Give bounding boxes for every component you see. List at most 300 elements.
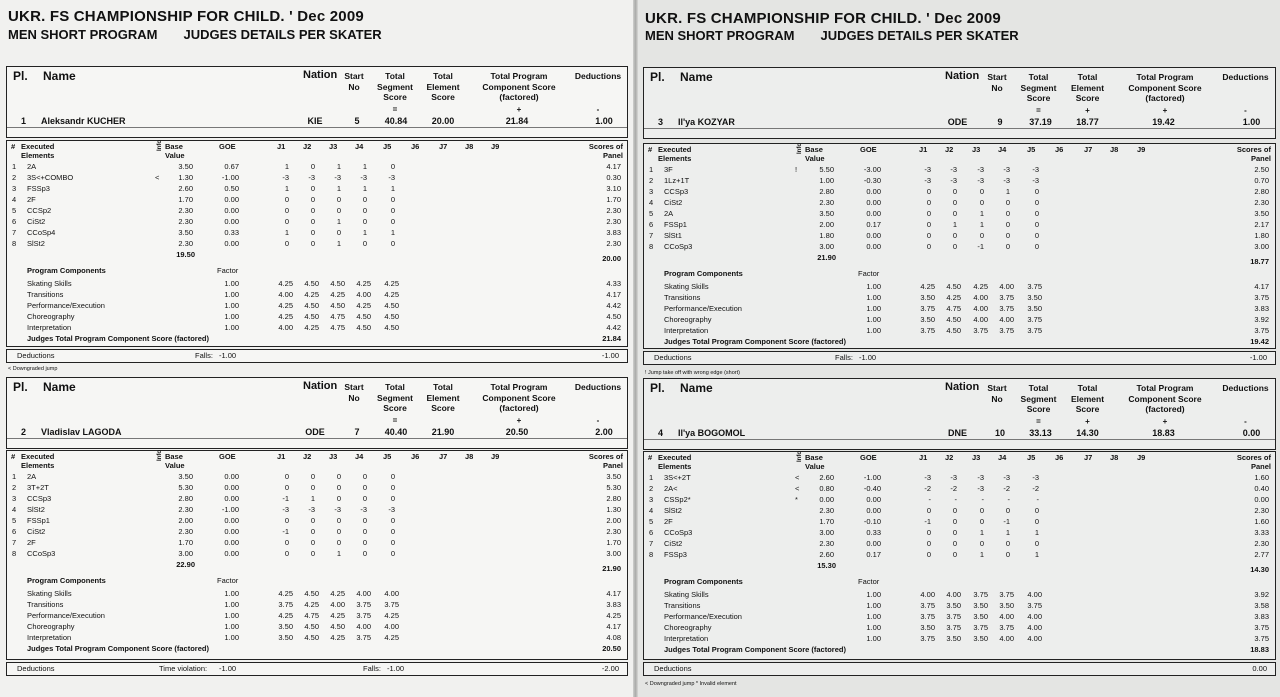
skater-nation: DNE [947,428,967,438]
element-base-value: 2.00 [178,516,193,525]
element-base-value: 2.60 [819,550,834,559]
judge-goe-mark: -3 [950,165,957,174]
element-code: 3F [664,165,673,174]
judge-goe-mark: 0 [926,198,931,207]
skater-total-element-score: 18.77 [1076,117,1099,127]
elements-total: 14.30 [1250,565,1269,574]
name-label: Name [680,381,713,395]
judge-goe-mark: 0 [284,217,289,226]
judge-goe-mark: 0 [979,517,984,526]
judge-goe-mark: 1 [979,528,984,537]
element-base-value: 1.70 [178,195,193,204]
skater-total-segment-score: 33.13 [1029,428,1052,438]
judge-component-mark: 4.25 [278,611,293,620]
judges-details-table [643,143,1276,349]
element-goe: 0.00 [866,198,881,207]
judge-goe-mark: 1 [284,228,289,237]
judge-goe-mark: 0 [336,195,341,204]
deductions-total: 0.00 [1252,664,1267,673]
judge-goe-mark: 0 [284,206,289,215]
element-number: 1 [12,162,17,171]
tes-operator-symbol: + [1085,417,1090,426]
deductions-bar [643,351,1276,365]
judge-goe-mark: 0 [362,239,367,248]
judge-component-mark: 3.75 [973,326,988,335]
component-name: Performance/Execution [664,304,742,313]
judge-goe-mark: 0 [1034,242,1039,251]
element-number: 8 [12,549,17,558]
component-panel-score: 4.17 [606,589,621,598]
component-name: Performance/Execution [27,611,105,620]
component-factor: 1.00 [866,601,881,610]
deductions-head: Deductions [1222,383,1269,393]
judge-component-mark: 4.00 [1027,590,1042,599]
judge-goe-mark: -3 [388,173,395,182]
judge-goe-mark: 0 [362,472,367,481]
element-goe: 0.00 [224,527,239,536]
component-panel-score: 3.92 [1254,590,1269,599]
deductions-head: Deductions [574,382,622,392]
judge-goe-mark: -3 [1003,176,1010,185]
judge-goe-mark: 0 [362,206,367,215]
element-base-value: 3.50 [178,162,193,171]
judge-goe-mark: 0 [390,162,395,171]
element-number: 3 [649,187,654,196]
skater-total-element-score: 20.00 [431,116,455,126]
document-subtitle [645,28,1045,43]
element-number: 3 [649,495,654,504]
base-value-total: 21.90 [817,253,836,262]
judge-goe-mark: 0 [979,539,984,548]
judge-goe-mark: -3 [1032,165,1039,174]
component-panel-score: 3.92 [1254,315,1269,324]
judge-goe-mark: 0 [952,517,957,526]
judge-goe-mark: -3 [977,165,984,174]
component-panel-score: 4.50 [606,312,621,321]
judge-component-mark: 4.25 [384,633,399,642]
judge-component-mark: 4.50 [384,312,399,321]
element-code: FSSp1 [27,516,50,525]
component-factor: 1.00 [866,282,881,291]
judge-goe-mark: 1 [979,550,984,559]
judge-goe-mark: -3 [282,505,289,514]
skater-start-no: 5 [354,116,360,126]
judge-goe-mark: -3 [388,505,395,514]
judge-goe-mark: 0 [390,516,395,525]
element-panel-score: 3.10 [606,184,621,193]
judge-goe-mark: 0 [1034,220,1039,229]
element-number: 6 [649,220,654,229]
component-panel-score: 3.83 [606,600,621,609]
judge-goe-mark: 0 [310,217,315,226]
component-name: Choreography [664,623,712,632]
element-panel-score: 5.30 [606,483,621,492]
component-factor: 1.00 [866,315,881,324]
skater-total-segment-score: 40.84 [384,116,408,126]
subtitle-segment: MEN SHORT PROGRAM [645,28,795,43]
judge-component-mark: 3.75 [973,623,988,632]
element-code: CCoSp3 [664,242,693,251]
judge-component-mark: 3.50 [946,634,961,643]
judge-goe-mark: 1 [1034,550,1039,559]
element-panel-score: 2.30 [1254,198,1269,207]
deductions-head: Deductions [574,71,622,81]
num-column-head: # [11,452,16,461]
judge-component-mark: 3.75 [1027,601,1042,610]
base-value-head: Base Value [805,145,825,163]
judge-2-column-head: J2 [303,452,312,461]
element-base-value: 5.50 [819,165,834,174]
judge-component-mark: 4.00 [946,590,961,599]
executed-elements-head: Executed Elements [21,142,55,160]
judge-component-mark: 4.25 [304,600,319,609]
elements-total: 18.77 [1250,257,1269,266]
judge-goe-mark: 0 [390,206,395,215]
deduction-item-label: Falls: [835,353,853,362]
judge-goe-mark: -3 [334,505,341,514]
total-element-score-head: Total Element Score [426,382,460,413]
skater-summary-header [6,66,628,138]
judge-goe-mark: -1 [1003,517,1010,526]
element-goe: -1.00 [863,473,881,482]
component-panel-score: 4.33 [606,279,621,288]
element-number: 6 [649,528,654,537]
element-code: 2F [664,517,673,526]
judge-goe-mark: -3 [924,473,931,482]
skater-total-element-score: 14.30 [1076,428,1099,438]
judge-goe-mark: -3 [1003,473,1010,482]
deductions-bar [6,662,628,676]
judge-component-mark: 3.50 [999,601,1014,610]
tss-operator-symbol: = [392,416,398,425]
judge-goe-mark: 0 [979,506,984,515]
total-element-score-head: Total Element Score [1070,383,1105,414]
judge-goe-mark: -1 [977,242,984,251]
judge-goe-mark: 0 [926,506,931,515]
judge-goe-mark: 0 [362,217,367,226]
element-code: CCSp3 [27,494,52,503]
element-panel-score: 2.17 [1254,220,1269,229]
element-code: 2A [664,209,674,218]
judge-component-mark: 3.75 [356,600,371,609]
total-pcs-head: Total Program Component Score (factored) [1128,72,1202,103]
component-factor: 1.00 [224,301,239,310]
tss-operator-symbol: = [1036,417,1041,426]
judge-component-mark: 3.75 [1027,282,1042,291]
component-factor: 1.00 [866,304,881,313]
header-rule [644,439,1275,440]
goe-column-head: GOE [219,142,236,151]
element-number: 4 [12,195,17,204]
component-panel-score: 4.17 [606,622,621,631]
component-panel-score: 4.17 [606,290,621,299]
judge-goe-mark: 1 [336,549,341,558]
judge-goe-mark: 0 [1005,242,1010,251]
factor-head: Factor [858,577,880,586]
judge-goe-mark: -2 [1003,484,1010,493]
judge-goe-mark: 0 [979,198,984,207]
goe-column-head: GOE [860,145,877,154]
element-code: 3T+2T [27,483,49,492]
skater-rank: 3 [658,117,664,127]
judge-component-mark: 4.00 [278,290,293,299]
judge-goe-mark: 0 [362,494,367,503]
component-panel-score: 3.75 [1254,293,1269,302]
judge-component-mark: 3.75 [999,590,1014,599]
judge-4-column-head: J4 [355,142,364,151]
judge-component-mark: 4.00 [1027,623,1042,632]
judge-4-column-head: J4 [355,452,364,461]
judge-goe-mark: 1 [336,239,341,248]
judge-goe-mark: 0 [284,538,289,547]
judge-goe-mark: 0 [310,206,315,215]
judge-goe-mark: 0 [284,195,289,204]
base-value-total: 19.50 [176,250,195,259]
element-base-value: 2.30 [178,505,193,514]
component-factor: 1.00 [224,600,239,609]
element-base-value: 1.80 [819,231,834,240]
element-panel-score: 2.30 [606,527,621,536]
deduction-item-value: -1.00 [387,664,405,673]
judge-1-column-head: J1 [277,142,286,151]
judge-9-column-head: J9 [491,142,500,151]
judge-7-column-head: J7 [1084,453,1093,462]
judge-goe-mark: 1 [979,209,984,218]
deduction-item-label: Falls: [195,351,213,360]
component-name: Interpretation [664,326,709,335]
judge-goe-mark: 0 [310,195,315,204]
element-code: CCSp3 [664,187,689,196]
skater-total-segment-score: 40.40 [384,427,408,437]
element-goe: 0.33 [224,228,239,237]
element-goe: 0.00 [224,516,239,525]
judge-goe-mark: 1 [979,220,984,229]
judge-component-mark: 4.25 [356,301,371,310]
judge-goe-mark: 1 [390,228,395,237]
skater-rank: 1 [21,116,27,126]
element-goe: 0.00 [866,495,881,504]
element-info-flag: < [155,173,160,182]
judge-component-mark: 4.50 [356,312,371,321]
judge-component-mark: 3.75 [999,623,1014,632]
judge-goe-mark: 0 [336,494,341,503]
judge-component-mark: 4.50 [304,312,319,321]
judge-goe-mark: -3 [924,176,931,185]
element-info-flag: < [795,484,800,493]
judge-component-mark: 3.75 [999,293,1014,302]
element-info-flag: ! [795,165,798,174]
element-panel-score: 3.83 [606,228,621,237]
judge-goe-mark: 0 [952,209,957,218]
executed-elements-head: Executed Elements [21,452,55,470]
judge-goe-mark: 0 [362,549,367,558]
factor-head: Factor [217,576,239,585]
judge-goe-mark: -3 [1032,176,1039,185]
judge-component-mark: 4.00 [999,634,1014,643]
judge-goe-mark: 0 [952,528,957,537]
header-rule [7,127,627,128]
num-column-head: # [11,142,16,151]
judge-component-mark: 3.50 [920,623,935,632]
judge-goe-mark: 1 [390,184,395,193]
judge-component-mark: 4.25 [384,290,399,299]
element-number: 6 [12,217,17,226]
start-no-column-head: Start No [344,71,364,92]
info-column-head: Info [797,451,803,462]
judge-goe-mark: 0 [952,539,957,548]
pcs-total-value: 19.42 [1250,337,1269,346]
judge-component-mark: 4.50 [330,301,345,310]
judge-6-column-head: J6 [411,452,420,461]
element-panel-score: 2.00 [606,516,621,525]
component-factor: 1.00 [224,323,239,332]
component-panel-score: 4.17 [1254,282,1269,291]
judge-component-mark: 3.75 [999,326,1014,335]
element-base-value: 3.00 [178,549,193,558]
element-panel-score: 2.30 [1254,506,1269,515]
element-code: 2F [27,195,36,204]
judge-goe-mark: 0 [362,516,367,525]
judge-component-mark: 4.50 [304,301,319,310]
judge-goe-mark: 0 [310,549,315,558]
pcs-total-value: 20.50 [602,644,621,653]
name-label: Name [680,70,713,84]
component-name: Choreography [664,315,712,324]
judge-goe-mark: 0 [926,550,931,559]
element-number: 4 [649,198,654,207]
ded-operator-symbol: - [1244,106,1247,115]
element-panel-score: 0.00 [1254,495,1269,504]
judge-component-mark: 4.50 [304,622,319,631]
skater-rank: 2 [21,427,27,437]
judge-component-mark: 4.00 [278,323,293,332]
pcs-operator-symbol: + [516,105,522,114]
judge-component-mark: 4.75 [330,312,345,321]
goe-column-head: GOE [219,452,236,461]
element-number: 7 [12,538,17,547]
judge-goe-mark: 0 [390,494,395,503]
component-factor: 1.00 [224,279,239,288]
element-number: 4 [12,505,17,514]
judge-goe-mark: 0 [284,516,289,525]
component-name: Skating Skills [27,589,72,598]
judge-goe-mark: 0 [1034,506,1039,515]
judge-goe-mark: 0 [1005,539,1010,548]
judge-goe-mark: 1 [310,494,315,503]
judge-goe-mark: 0 [390,549,395,558]
judge-component-mark: 4.50 [946,282,961,291]
pcs-operator-symbol: + [1162,106,1168,115]
component-panel-score: 4.25 [606,611,621,620]
judge-component-mark: 3.75 [920,326,935,335]
judge-goe-mark: 0 [1005,209,1010,218]
judge-component-mark: 4.25 [920,282,935,291]
element-code: FSSp3 [27,184,50,193]
judge-goe-mark: 0 [284,472,289,481]
elements-total: 20.00 [602,254,621,263]
judge-7-column-head: J7 [439,142,448,151]
element-panel-score: 0.40 [1254,484,1269,493]
judge-8-column-head: J8 [465,452,474,461]
footnote-legend: < Downgraded jump [8,366,58,372]
element-number: 1 [12,472,17,481]
judge-goe-mark: 0 [1005,550,1010,559]
judge-goe-mark: 0 [336,483,341,492]
start-no-column-head: Start No [344,382,364,403]
total-pcs-head: Total Program Component Score (factored) [482,71,556,102]
component-panel-score: 3.75 [1254,326,1269,335]
element-base-value: 2.00 [819,220,834,229]
judge-goe-mark: 0 [1005,506,1010,515]
element-number: 6 [12,527,17,536]
judge-goe-mark: -3 [977,484,984,493]
judge-component-mark: 4.25 [384,279,399,288]
element-number: 5 [12,516,17,525]
judge-goe-mark: -3 [924,165,931,174]
skater-summary-header [643,67,1276,139]
skater-total-pcs: 21.84 [505,116,529,126]
name-label: Name [43,380,76,394]
judge-8-column-head: J8 [465,142,474,151]
scoresheet-page-right [637,0,1280,697]
place-label: Pl. [650,70,665,84]
element-code: SlSt1 [664,231,682,240]
judge-3-column-head: J3 [329,142,338,151]
judge-goe-mark: -3 [308,505,315,514]
judges-details-table [643,451,1276,660]
element-panel-score: 3.00 [1254,242,1269,251]
executed-elements-head: Executed Elements [658,145,692,163]
total-pcs-head: Total Program Component Score (factored) [482,382,556,413]
element-code: CCoSp4 [27,228,56,237]
judge-goe-mark: 0 [310,538,315,547]
judge-component-mark: 4.00 [1027,634,1042,643]
judge-goe-mark: 1 [336,162,341,171]
element-panel-score: 1.80 [1254,231,1269,240]
deductions-label: Deductions [17,664,55,673]
judge-component-mark: 4.00 [356,589,371,598]
element-number: 7 [12,228,17,237]
component-factor: 1.00 [224,290,239,299]
pcs-total-label: Judges Total Program Component Score (factored) [664,337,846,346]
program-components-head: Program Components [664,577,743,586]
judge-goe-mark: - [981,495,984,504]
element-goe: 0.00 [224,217,239,226]
judge-component-mark: 4.50 [356,323,371,332]
deductions-label: Deductions [654,664,692,673]
total-element-score-head: Total Element Score [426,71,460,102]
judge-goe-mark: 1 [284,162,289,171]
judge-component-mark: 4.25 [946,293,961,302]
scores-of-panel-head: Scores of Panel [1236,145,1271,163]
element-base-value: 2.30 [819,506,834,515]
name-label: Name [43,69,76,83]
judge-component-mark: 4.00 [999,282,1014,291]
element-code: 2F [27,538,36,547]
judge-1-column-head: J1 [277,452,286,461]
element-code: CiSt2 [27,527,46,536]
element-info-flag: * [795,495,798,504]
judge-component-mark: 3.50 [278,622,293,631]
judge-component-mark: 4.25 [304,290,319,299]
judge-goe-mark: 0 [926,528,931,537]
tss-operator-symbol: = [1036,106,1041,115]
component-name: Choreography [27,312,75,321]
header-rule [7,438,627,439]
component-panel-score: 4.42 [606,301,621,310]
skater-start-no: 10 [994,428,1005,438]
goe-column-head: GOE [860,453,877,462]
